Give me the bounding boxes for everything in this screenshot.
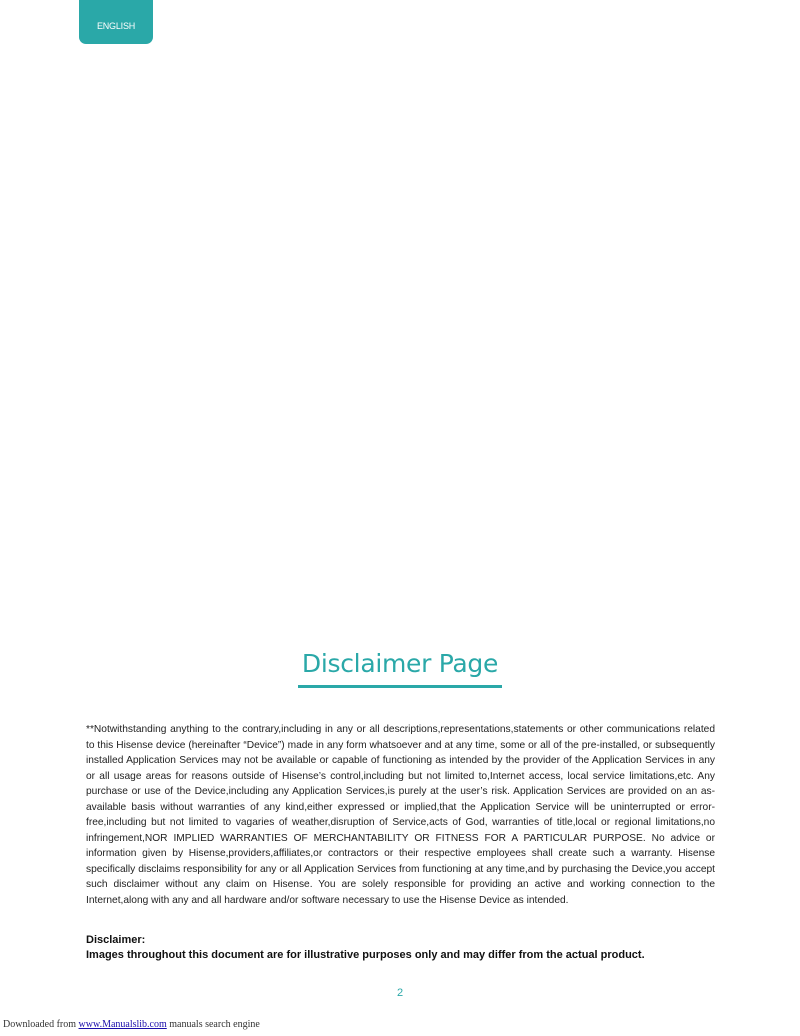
disclaimer-heading: Disclaimer:: [86, 934, 146, 946]
language-tab: [79, 0, 153, 44]
language-tab-label: ENGLISH: [96, 20, 136, 31]
disclaimer-note: Images throughout this document are for illustrative purposes only and may differ from the actual product.: [86, 949, 645, 961]
page-title: Disclaimer Page: [301, 649, 499, 678]
download-footer: [3, 1019, 260, 1030]
footer-prefix: Downloaded from: [3, 1019, 77, 1030]
disclaimer-body-text: **Notwithstanding anything to the contrary,including in any or all descriptions,representations,statements or other communications related to this Hisense device (hereinafter “Device”) made in any form whatsoever and at any time, some or all of the pre-installed, or subsequently installed Application Services may not be available or capable of functioning as intended by the provider of the Application Services in any or all usage areas for reasons outside of Hisense’s control,including but not limited to,Internet access, local service limitations,etc. Any purchase or use of the Device,including any Application Services,is purely at the user’s risk. Application Services are provided on an as-available basis without warranties of any kind,either expressed or implied,that the Application Service will be uninterrupted or error-free,including but not limited to vagaries of weather,disruption of Service,acts of God, warranties of title,local or regional limitations,no infringement,NOR IMPLIED WARRANTIES OF MERCHANTABILITY OR FITNESS FOR A PARTICULAR PURPOSE. No advice or information given by Hisense,providers,affiliates,or contractors or their respective employees shall create such a warranty. Hisense specifically disclaims responsibility for any or all Application Services from functioning at any time,and by purchasing the Device,you accept such disclaimer without any claim on Hisense. You are solely responsible for providing an active and working connection to the Internet,along with any and all hardware and/or software necessary to use the Hisense Device as intended.: [86, 724, 715, 906]
page-number: 2: [396, 987, 404, 999]
footer-suffix: manuals search engine: [169, 1019, 260, 1030]
manualslib-link[interactable]: www.Manualslib.com: [78, 1019, 167, 1030]
title-underline: [298, 685, 502, 688]
